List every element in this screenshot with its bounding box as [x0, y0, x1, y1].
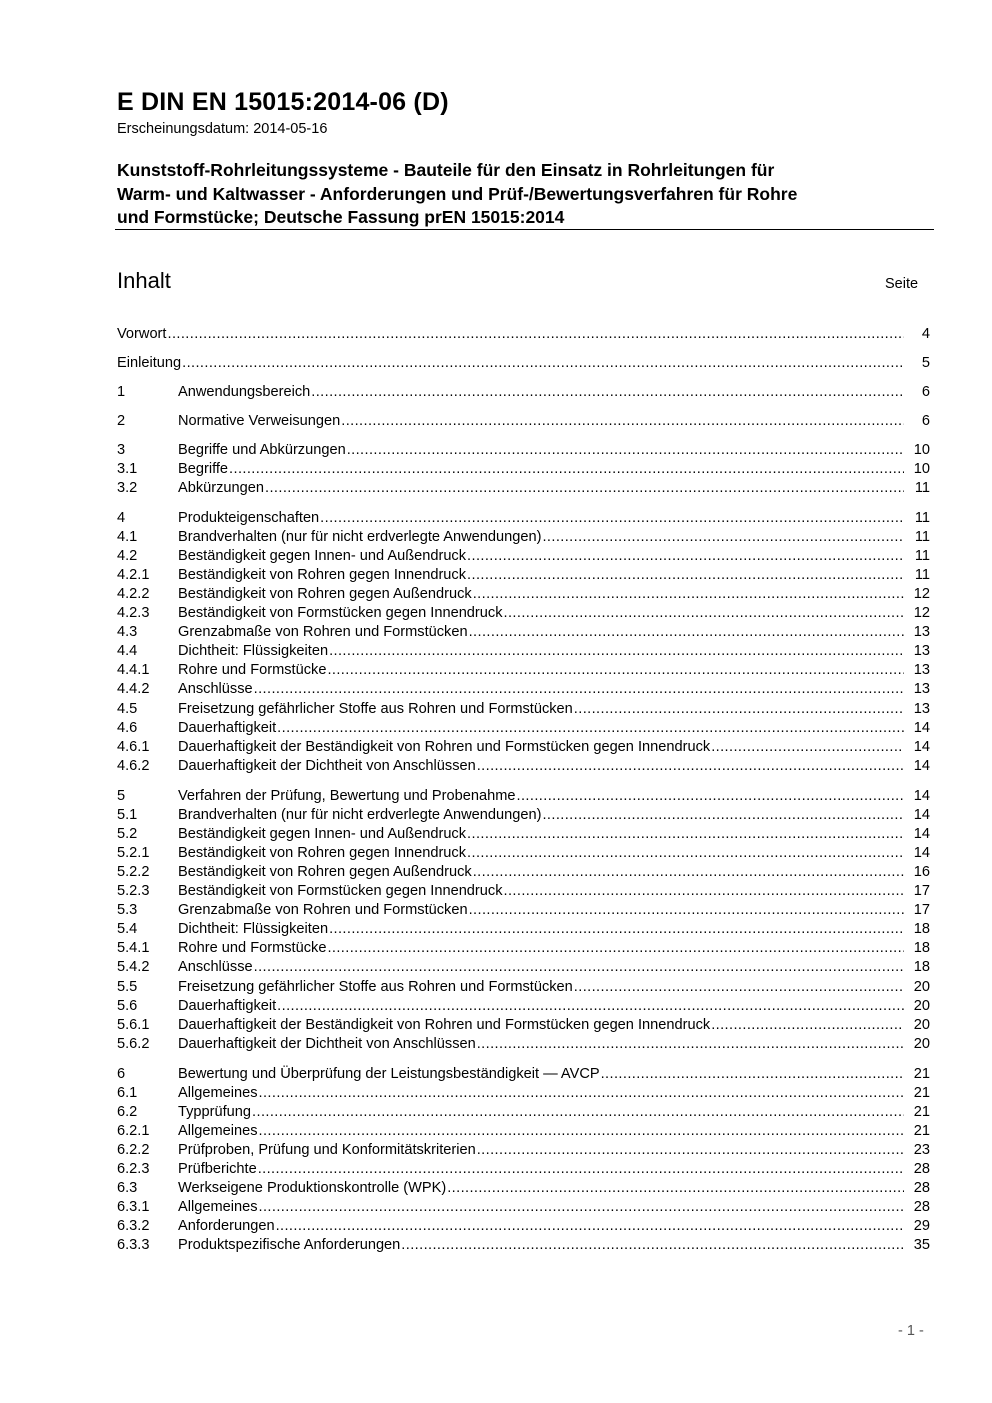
document-title-line: und Formstücke; Deutsche Fassung prEN 15015:2014	[117, 207, 565, 227]
toc-entry[interactable]	[117, 412, 930, 431]
toc-dot-leader	[574, 700, 904, 719]
toc-entry-number: 6.2	[117, 1104, 138, 1120]
toc-entry-title-line	[117, 325, 904, 344]
toc-entry-title: Begriffe und Abkürzungen	[178, 442, 346, 458]
toc-entry-title-line	[178, 566, 904, 585]
toc-entry-page: 10	[913, 442, 930, 458]
toc-entry-title-line	[178, 958, 904, 977]
toc-entry-page: 16	[913, 864, 930, 880]
toc-entry[interactable]	[117, 719, 930, 738]
toc-entry-number: 4.6.2	[117, 758, 150, 774]
toc-entry-number: 4.2	[117, 548, 138, 564]
toc-entry-title-line	[178, 920, 904, 939]
toc-entry-page: 28	[913, 1199, 930, 1215]
publication-date: Erscheinungsdatum: 2014-05-16	[117, 121, 328, 137]
toc-entry-title: Verfahren der Prüfung, Bewertung und Probenahme	[178, 788, 516, 804]
toc-entry-number: 5.4	[117, 921, 138, 937]
toc-entry-page: 11	[914, 529, 930, 545]
toc-entry-title: Abkürzungen	[178, 480, 265, 496]
toc-entry-page: 18	[913, 940, 930, 956]
toc-dot-leader	[265, 479, 904, 498]
toc-entry-title-line	[178, 460, 904, 479]
toc-entry[interactable]	[117, 882, 930, 901]
toc-entry[interactable]	[117, 825, 930, 844]
document-title-line: Kunststoff-Rohrleitungssysteme - Bauteile für den Einsatz in Rohrleitungen für	[117, 160, 775, 180]
toc-entry-number: 5.2.2	[117, 864, 150, 880]
toc-entry-page: 21	[913, 1104, 930, 1120]
toc-entry[interactable]	[117, 566, 930, 585]
toc-entry[interactable]	[117, 920, 930, 939]
toc-entry-title-line	[178, 1065, 904, 1084]
toc-entry-title-line	[178, 1084, 904, 1103]
toc-dot-leader	[347, 441, 904, 460]
toc-entry-page: 14	[913, 807, 930, 823]
toc-dot-leader	[182, 354, 904, 373]
toc-entry-title: Dauerhaftigkeit der Dichtheit von Anschlüssen	[178, 758, 476, 774]
toc-entry-title: Dauerhaftigkeit der Beständigkeit von Rohren und Formstücken gegen Innendruck	[178, 739, 711, 755]
toc-dot-leader	[467, 844, 904, 863]
toc-entry-number: 4.5	[117, 701, 138, 717]
toc-entry-title: Dauerhaftigkeit der Beständigkeit von Rohren und Formstücken gegen Innendruck	[178, 1017, 711, 1033]
toc-entry-number: 5.6.2	[117, 1036, 150, 1052]
toc-entry-page: 12	[913, 586, 930, 602]
toc-entry-number: 5.4.2	[117, 959, 150, 975]
toc-dot-leader	[467, 566, 904, 585]
toc-entry[interactable]	[117, 806, 930, 825]
toc-dot-leader	[473, 863, 904, 882]
toc-dot-leader	[329, 920, 904, 939]
toc-entry-page: 20	[913, 1036, 930, 1052]
toc-entry-title: Vorwort	[117, 326, 167, 342]
toc-entry-number: 4.2.2	[117, 586, 150, 602]
toc-entry[interactable]	[117, 1198, 930, 1217]
toc-entry-number: 5.4.1	[117, 940, 150, 956]
toc-entry-page: 20	[913, 998, 930, 1014]
toc-dot-leader	[259, 1084, 905, 1103]
toc-dot-leader	[258, 1160, 904, 1179]
toc-entry-number: 6.2.3	[117, 1161, 150, 1177]
toc-entry-number: 5.2.1	[117, 845, 150, 861]
toc-entry-page: 13	[913, 701, 930, 717]
toc-entry-title: Prüfproben, Prüfung und Konformitätskriterien	[178, 1142, 476, 1158]
toc-dot-leader	[327, 939, 904, 958]
toc-dot-leader	[252, 1103, 904, 1122]
toc-entry-title-line	[178, 806, 904, 825]
toc-entry[interactable]	[117, 863, 930, 882]
toc-entry-title-line	[178, 585, 904, 604]
toc-entry-title-line	[178, 479, 904, 498]
toc-entry[interactable]	[117, 958, 930, 977]
toc-entry-number: 6.3.2	[117, 1218, 150, 1234]
toc-entry[interactable]	[117, 997, 930, 1016]
toc-entry-number: 4.4.1	[117, 662, 150, 678]
toc-heading: Inhalt	[117, 268, 171, 293]
toc-entry-page: 4	[921, 326, 930, 342]
toc-entry-page: 28	[913, 1180, 930, 1196]
toc-dot-leader	[254, 680, 904, 699]
toc-entry-page: 13	[913, 662, 930, 678]
toc-entry-title: Anschlüsse	[178, 959, 253, 975]
toc-entry-title: Dauerhaftigkeit der Dichtheit von Anschlüssen	[178, 1036, 476, 1052]
toc-entry[interactable]	[117, 738, 930, 757]
toc-dot-leader	[477, 1141, 904, 1160]
toc-entry-title-line	[178, 604, 904, 623]
toc-entry-title-line	[178, 1103, 904, 1122]
toc-entry-title: Beständigkeit von Rohren gegen Innendruck	[178, 567, 467, 583]
toc-entry[interactable]	[117, 1065, 930, 1084]
toc-entry-title-line	[178, 412, 904, 431]
toc-entry[interactable]	[117, 1179, 930, 1198]
toc-entry-title-line	[178, 939, 904, 958]
toc-entry-title: Anwendungsbereich	[178, 384, 311, 400]
toc-entry-page: 29	[913, 1218, 930, 1234]
toc-entry[interactable]	[117, 1084, 930, 1103]
toc-entry-page: 20	[913, 979, 930, 995]
toc-entry-title: Typprüfung	[178, 1104, 252, 1120]
toc-dot-leader	[504, 604, 905, 623]
toc-dot-leader	[542, 806, 904, 825]
toc-entry[interactable]	[117, 1035, 930, 1054]
toc-entry-page: 6	[921, 413, 930, 429]
toc-entry[interactable]	[117, 1236, 930, 1255]
toc-entry-title-line	[178, 787, 904, 806]
toc-entry-number: 4.1	[117, 529, 138, 545]
toc-entry[interactable]	[117, 354, 930, 373]
toc-entry-title: Prüfberichte	[178, 1161, 257, 1177]
toc-entry-number: 5.1	[117, 807, 138, 823]
document-title-line: Warm- und Kaltwasser - Anforderungen und Prüf-/Bewertungsverfahren für Rohre	[117, 183, 798, 204]
toc-entry-title-line	[178, 547, 904, 566]
toc-entry[interactable]	[117, 383, 930, 402]
toc-entry-title: Begriffe	[178, 461, 229, 477]
toc-entry-title: Grenzabmaße von Rohren und Formstücken	[178, 902, 468, 918]
toc-entry-page: 11	[914, 480, 930, 496]
toc-entry-title: Bewertung und Überprüfung der Leistungsbeständigkeit — AVCP	[178, 1066, 600, 1082]
toc-entry-number: 5.5	[117, 979, 138, 995]
toc-entry-title-line	[178, 997, 904, 1016]
toc-entry-number: 3	[117, 442, 126, 458]
toc-dot-leader	[229, 460, 904, 479]
toc-entry-number: 5.2.3	[117, 883, 150, 899]
toc-entry[interactable]	[117, 661, 930, 680]
toc-entry[interactable]	[117, 1016, 930, 1035]
toc-entry-page: 11	[914, 548, 930, 564]
toc-entry-number: 4.3	[117, 624, 138, 640]
toc-entry-number: 4	[117, 510, 126, 526]
toc-entry-page: 23	[913, 1142, 930, 1158]
toc-entry-title: Normative Verweisungen	[178, 413, 341, 429]
toc-entry-title-line	[178, 901, 904, 920]
toc-entry[interactable]	[117, 623, 930, 642]
toc-entry[interactable]	[117, 680, 930, 699]
toc-entry-title-line	[178, 719, 904, 738]
toc-entry-number: 6.1	[117, 1085, 138, 1101]
toc-entry-page: 14	[913, 720, 930, 736]
toc-entry-page: 14	[913, 788, 930, 804]
toc-dot-leader	[467, 547, 904, 566]
toc-entry-title-line	[178, 1179, 904, 1198]
toc-entry[interactable]	[117, 844, 930, 863]
toc-entry-title: Produkteigenschaften	[178, 510, 320, 526]
toc-entry-title: Beständigkeit von Formstücken gegen Innendruck	[178, 605, 503, 621]
toc-entry-title: Beständigkeit von Formstücken gegen Innendruck	[178, 883, 503, 899]
toc-dot-leader	[327, 661, 904, 680]
toc-entry-page: 14	[913, 845, 930, 861]
toc-entry-page: 18	[913, 959, 930, 975]
toc-entry-title-line	[178, 825, 904, 844]
toc-dot-leader	[477, 1035, 904, 1054]
toc-entry-title-line	[178, 680, 904, 699]
toc-entry-title-line	[178, 757, 904, 776]
toc-entry-page: 21	[913, 1123, 930, 1139]
toc-entry-title-line	[178, 844, 904, 863]
toc-entry-page: 13	[913, 643, 930, 659]
toc-entry[interactable]	[117, 325, 930, 344]
toc-entry-number: 2	[117, 413, 126, 429]
toc-entry-title-line	[178, 1198, 904, 1217]
toc-entry-title-line	[178, 863, 904, 882]
toc-entry-title: Allgemeines	[178, 1085, 258, 1101]
toc-dot-leader	[469, 623, 904, 642]
document-id: E DIN EN 15015:2014-06 (D)	[117, 88, 449, 116]
toc-entry-number: 4.4.2	[117, 681, 150, 697]
toc-dot-leader	[401, 1236, 904, 1255]
toc-entry[interactable]	[117, 604, 930, 623]
toc-entry-title: Freisetzung gefährlicher Stoffe aus Rohren und Formstücken	[178, 979, 573, 995]
toc-entry-page: 21	[913, 1085, 930, 1101]
toc-entry[interactable]	[117, 901, 930, 920]
toc-entry[interactable]	[117, 547, 930, 566]
toc-entry-title-line	[178, 700, 904, 719]
toc-entry-title: Grenzabmaße von Rohren und Formstücken	[178, 624, 468, 640]
toc-entry-number: 5.2	[117, 826, 138, 842]
toc-entry-title: Rohre und Formstücke	[178, 940, 327, 956]
toc-dot-leader	[574, 978, 904, 997]
toc-entry[interactable]	[117, 509, 930, 528]
title-divider	[115, 229, 934, 230]
toc-entry[interactable]	[117, 585, 930, 604]
toc-entry-title-line	[178, 441, 904, 460]
toc-entry[interactable]	[117, 1141, 930, 1160]
toc-entry-number: 3.1	[117, 461, 138, 477]
toc-entry-page: 35	[913, 1237, 930, 1253]
toc-entry-title: Dichtheit: Flüssigkeiten	[178, 921, 329, 937]
toc-entry-number: 5.3	[117, 902, 138, 918]
toc-entry-title-line	[178, 642, 904, 661]
toc-entry-number: 1	[117, 384, 126, 400]
toc-dot-leader	[311, 383, 904, 402]
toc-entry-page: 14	[913, 826, 930, 842]
toc-entry-title: Allgemeines	[178, 1199, 258, 1215]
toc-entry-title-line	[117, 354, 904, 373]
toc-entry-title-line	[178, 509, 904, 528]
toc-dot-leader	[167, 325, 904, 344]
toc-dot-leader	[467, 825, 904, 844]
toc-entry-title-line	[178, 1016, 904, 1035]
toc-entry-page: 11	[914, 567, 930, 583]
toc-entry-title: Beständigkeit von Rohren gegen Außendruck	[178, 864, 472, 880]
toc-entry-title: Brandverhalten (nur für nicht erdverlegte Anwendungen)	[178, 807, 542, 823]
toc-entry-number: 6	[117, 1066, 126, 1082]
toc-dot-leader	[320, 509, 904, 528]
toc-dot-leader	[542, 528, 904, 547]
toc-entry-page: 20	[913, 1017, 930, 1033]
toc-entry-number: 4.2.3	[117, 605, 150, 621]
toc-entry-title-line	[178, 623, 904, 642]
toc-entry-number: 3.2	[117, 480, 138, 496]
toc-entry-title: Beständigkeit von Rohren gegen Innendruck	[178, 845, 467, 861]
toc-dot-leader	[469, 901, 904, 920]
toc-entry-title-line	[178, 1141, 904, 1160]
toc-entry-page: 5	[921, 355, 930, 371]
toc-entry-title: Produktspezifische Anforderungen	[178, 1237, 401, 1253]
toc-entry[interactable]	[117, 1122, 930, 1141]
toc-entry-title-line	[178, 1122, 904, 1141]
toc-entry[interactable]	[117, 939, 930, 958]
toc-page-column-label: Seite	[885, 276, 919, 292]
toc-entry-number: 6.2.1	[117, 1123, 150, 1139]
toc-dot-leader	[276, 1217, 904, 1236]
toc-entry[interactable]	[117, 1103, 930, 1122]
toc-entry-title: Dichtheit: Flüssigkeiten	[178, 643, 329, 659]
toc-entry-title: Werkseigene Produktionskontrolle (WPK)	[178, 1180, 447, 1196]
toc-dot-leader	[447, 1179, 904, 1198]
document-title	[117, 159, 917, 230]
toc-entry-title: Brandverhalten (nur für nicht erdverlegte Anwendungen)	[178, 529, 542, 545]
toc-entry-title: Beständigkeit gegen Innen- und Außendruck	[178, 826, 467, 842]
toc-entry-title: Beständigkeit gegen Innen- und Außendruck	[178, 548, 467, 564]
toc-entry-number: 5.6.1	[117, 1017, 150, 1033]
toc-dot-leader	[477, 757, 904, 776]
toc-entry-title: Allgemeines	[178, 1123, 258, 1139]
toc-entry-title-line	[178, 383, 904, 402]
page-number: - 1 -	[898, 1323, 924, 1339]
toc-entry-page: 13	[913, 681, 930, 697]
toc-entry-page: 21	[913, 1066, 930, 1082]
toc-dot-leader	[711, 738, 904, 757]
toc-dot-leader	[259, 1198, 905, 1217]
toc-entry-title-line	[178, 1160, 904, 1179]
toc-entry[interactable]	[117, 460, 930, 479]
toc-entry-number: 6.2.2	[117, 1142, 150, 1158]
toc-dot-leader	[473, 585, 904, 604]
toc-entry-title-line	[178, 1217, 904, 1236]
toc-entry-title: Dauerhaftigkeit	[178, 998, 277, 1014]
toc-entry-title-line	[178, 978, 904, 997]
toc-dot-leader	[341, 412, 904, 431]
toc-entry-title-line	[178, 528, 904, 547]
toc-entry-page: 10	[913, 461, 930, 477]
toc-dot-leader	[254, 958, 904, 977]
toc-dot-leader	[504, 882, 905, 901]
toc-entry-title-line	[178, 882, 904, 901]
toc-entry-number: 4.6	[117, 720, 138, 736]
toc-entry[interactable]	[117, 1160, 930, 1179]
toc-entry[interactable]	[117, 441, 930, 460]
toc-entry[interactable]	[117, 757, 930, 776]
toc-entry-page: 17	[913, 883, 930, 899]
toc-entry-title: Freisetzung gefährlicher Stoffe aus Rohren und Formstücken	[178, 701, 573, 717]
toc-entry[interactable]	[117, 787, 930, 806]
toc-entry-number: 4.4	[117, 643, 138, 659]
toc-entry-page: 11	[914, 510, 930, 526]
toc-entry-page: 17	[913, 902, 930, 918]
toc-entry-title: Anforderungen	[178, 1218, 275, 1234]
toc-entry[interactable]	[117, 479, 930, 498]
toc-dot-leader	[517, 787, 904, 806]
toc-dot-leader	[277, 997, 904, 1016]
toc-entry-number: 5.6	[117, 998, 138, 1014]
toc-entry-number: 5	[117, 788, 126, 804]
toc-dot-leader	[601, 1065, 904, 1084]
toc-entry[interactable]	[117, 528, 930, 547]
toc-entry-title: Rohre und Formstücke	[178, 662, 327, 678]
toc-entry-title-line	[178, 738, 904, 757]
toc-entry-page: 18	[913, 921, 930, 937]
toc-entry-number: 4.6.1	[117, 739, 150, 755]
toc-entry-number: 6.3.1	[117, 1199, 150, 1215]
toc-entry-number: 6.3.3	[117, 1237, 150, 1253]
toc-entry-number: 4.2.1	[117, 567, 150, 583]
toc-entry-title: Dauerhaftigkeit	[178, 720, 277, 736]
toc-dot-leader	[277, 719, 904, 738]
toc-entry-page: 13	[913, 624, 930, 640]
toc-entry-title: Einleitung	[117, 355, 182, 371]
toc-entry-page: 14	[913, 758, 930, 774]
toc-entry-title-line	[178, 661, 904, 680]
toc-entry[interactable]	[117, 642, 930, 661]
toc-entry-page: 12	[913, 605, 930, 621]
toc-dot-leader	[711, 1016, 904, 1035]
toc-dot-leader	[329, 642, 904, 661]
toc-entry-page: 28	[913, 1161, 930, 1177]
toc-entry-title-line	[178, 1035, 904, 1054]
toc-entry-page: 14	[913, 739, 930, 755]
toc-entry-title: Beständigkeit von Rohren gegen Außendruck	[178, 586, 472, 602]
toc-entry-page: 6	[921, 384, 930, 400]
toc-dot-leader	[259, 1122, 905, 1141]
toc-entry[interactable]	[117, 700, 930, 719]
toc-entry[interactable]	[117, 1217, 930, 1236]
toc-entry-number: 6.3	[117, 1180, 138, 1196]
toc-entry-title-line	[178, 1236, 904, 1255]
toc-entry-title: Anschlüsse	[178, 681, 253, 697]
toc-entry[interactable]	[117, 978, 930, 997]
